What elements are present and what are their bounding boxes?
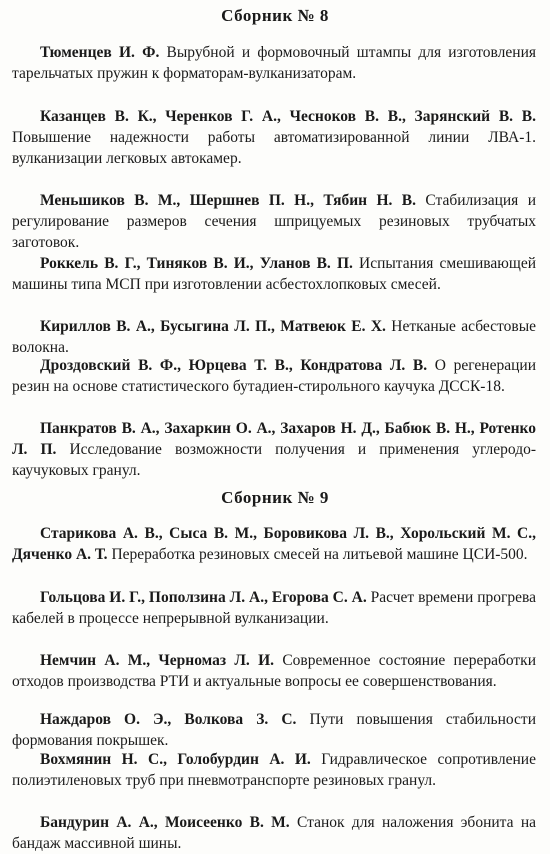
entry (12, 418, 536, 481)
entry (12, 355, 536, 397)
entry-title: Повышение надежности работы автоматизированной линии ЛВА-1. вулканизации легковых автокамер. (12, 129, 536, 167)
entry (12, 316, 536, 358)
entry-authors: Немчин А. М., Черномаз Л. И. (40, 652, 275, 669)
entry (12, 190, 536, 253)
entry-title: Пути повышения стабильности формования покрышек. (12, 711, 536, 749)
entry (12, 709, 536, 751)
entry-authors: Бандурин А. А., Моисеенко В. М. (40, 814, 290, 831)
entry-title: Станок для наложения эбонита на бандаж массивной шины. (12, 814, 537, 852)
entry-authors: Панкратов В. А., Захаркин О. А., Захаров Н. Д., Бабюк В. Н., Ротенко Л. П. (12, 420, 536, 458)
section-title-9: Сборник № 9 (221, 488, 329, 507)
entry (12, 42, 536, 84)
entry-title: Испытания смешивающей машины типа МСП при изготовлении асбестохлопковых смесей. (12, 255, 536, 293)
entry-title: Стабилизация и регулирование размеров сечения шприцуемых резиновых трубчатых заготовок. (12, 192, 536, 251)
entry (12, 812, 536, 854)
entry (12, 650, 536, 692)
entry (12, 253, 536, 295)
entry-authors: Дроздовский В. Ф., Юрцева Т. В., Кондратова Л. В. (40, 357, 428, 374)
entry-title: Исследование возможности получения и применения углеродо-каучуковых гранул. (12, 441, 536, 479)
entry-authors: Тюменцев И. Ф. (40, 44, 160, 61)
entry (12, 749, 536, 791)
entry-authors: Кириллов В. А., Бусыгина Л. П., Матвеюк Е. Х. (40, 318, 386, 335)
entry-authors: Старикова А. В., Сыса В. М., Боровикова Л. В., Хорольский М. С., Дяченко А. Т. (12, 525, 536, 563)
entry (12, 106, 536, 169)
entry-authors: Роккель В. Г., Тиняков В. И., Уланов В. П. (40, 255, 353, 272)
entry-authors: Вохмянин Н. С., Голобурдин А. И. (40, 751, 311, 768)
entry-authors: Казанцев В. К., Черенков Г. А., Чесноков В. В., Зарянский В. В. (40, 108, 536, 125)
entry-title: Гидравлическое сопротивление полиэтиленовых труб при пневмотранспорте резиновых гранул. (12, 751, 536, 789)
entry-title: Вырубной и формовочный штампы для изготовления тарельчатых пружин к форматорам-вулканизаторам. (12, 44, 537, 82)
entry-authors: Гольцова И. Г., Поползина Л. А., Егорова С. А. (40, 589, 367, 606)
entry-title: О регенерации резин на основе статистического бутадиен-стирольного каучука ДССК-18. (12, 357, 536, 395)
entry-authors: Наждаров О. Э., Волкова З. С. (40, 711, 297, 728)
entry (12, 587, 536, 629)
entry (12, 523, 536, 565)
entry-authors: Меньшиков В. М., Шершнев П. Н., Тябин Н. В. (40, 192, 417, 209)
section-title-8: Сборник № 8 (221, 6, 329, 25)
entry-title: Расчет времени прогрева кабелей в процессе непрерывной вулканизации. (12, 589, 536, 627)
entry-title: Современное состояние переработки отходов производства РТИ и актуальные вопросы ее совершенствования. (12, 652, 537, 690)
entry-title: Нетканые асбестовые волокна. (12, 318, 536, 356)
entry-title: Переработка резиновых смесей на литьевой машине ЦСИ-500. (107, 546, 528, 563)
